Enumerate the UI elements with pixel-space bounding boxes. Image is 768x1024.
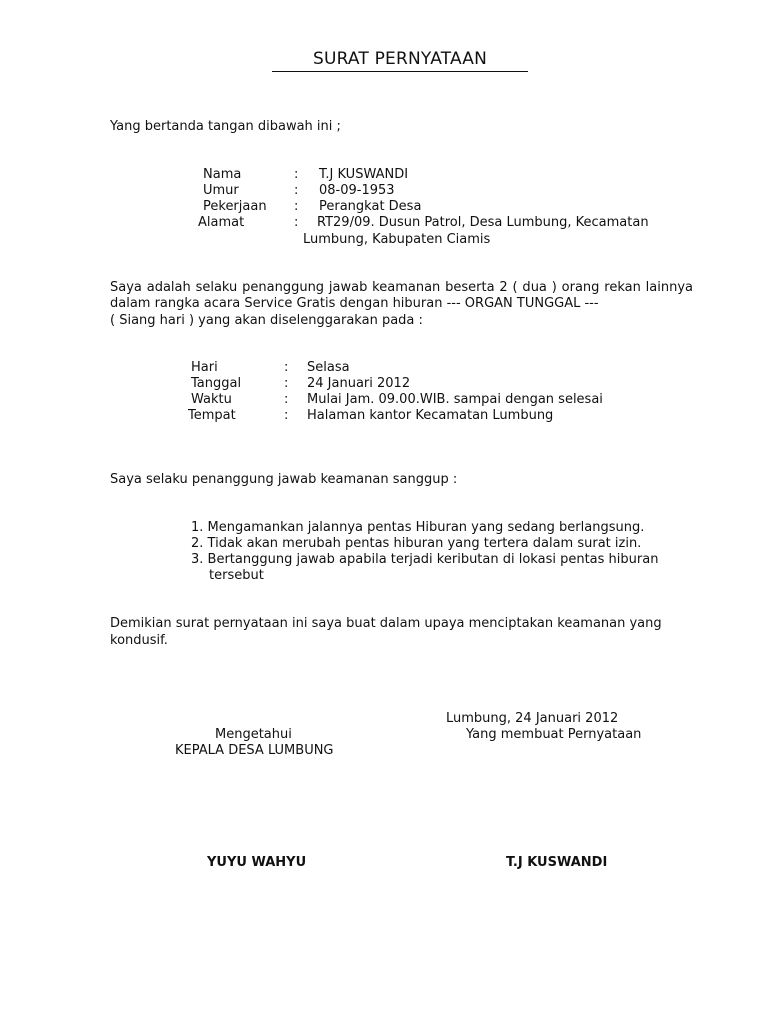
- event-label-hari: Hari: [191, 360, 218, 375]
- maker-label: Yang membuat Pernyataan: [466, 727, 642, 742]
- identity-label-nama: Nama: [203, 167, 242, 182]
- identity-value-umur: 08-09-1953: [319, 183, 395, 198]
- identity-value-nama: T.J KUSWANDI: [319, 167, 409, 182]
- event-colon-hari: :: [284, 360, 289, 375]
- event-label-waktu: Waktu: [191, 392, 232, 407]
- event-colon-tanggal: :: [284, 376, 289, 391]
- intro-text: Yang bertanda tangan dibawah ini ;: [110, 119, 341, 134]
- event-value-waktu: Mulai Jam. 09.00.WIB. sampai dengan selesai: [307, 392, 603, 407]
- event-label-tanggal: Tanggal: [191, 376, 242, 391]
- witness-title: KEPALA DESA LUMBUNG: [175, 743, 334, 758]
- statement-line2: dalam rangka acara Service Gratis dengan hiburan --- ORGAN TUNGGAL ---: [110, 296, 599, 311]
- event-value-tanggal: 24 Januari 2012: [307, 376, 411, 391]
- identity-colon-alamat: :: [294, 215, 299, 230]
- identity-colon-nama: :: [294, 167, 299, 182]
- identity-label-alamat: Alamat: [198, 215, 245, 230]
- maker-name: T.J KUSWANDI: [506, 855, 608, 870]
- witness-label: Mengetahui: [215, 727, 292, 742]
- witness-name: YUYU WAHYU: [207, 855, 307, 870]
- event-colon-waktu: :: [284, 392, 289, 407]
- event-value-tempat: Halaman kantor Kecamatan Lumbung: [307, 408, 554, 423]
- identity-label-umur: Umur: [203, 183, 239, 198]
- identity-colon-pekerjaan: :: [294, 199, 299, 214]
- identity-value-alamat-line1: RT29/09. Dusun Patrol, Desa Lumbung, Kecamatan: [317, 215, 649, 230]
- identity-label-pekerjaan: Pekerjaan: [203, 199, 267, 214]
- closing-line1: Demikian surat pernyataan ini saya buat dalam upaya menciptakan keamanan yang: [110, 616, 662, 631]
- statement-line1: Saya adalah selaku penanggung jawab keamanan beserta 2 ( dua ) orang rekan lainnya: [110, 280, 693, 295]
- identity-value-alamat-line2: Lumbung, Kabupaten Ciamis: [303, 232, 491, 247]
- identity-colon-umur: :: [294, 183, 299, 198]
- statement-line3: ( Siang hari ) yang akan diselenggarakan pada :: [110, 313, 423, 328]
- commitment-item-3-continuation: tersebut: [209, 568, 264, 583]
- place-date: Lumbung, 24 Januari 2012: [446, 711, 619, 726]
- event-colon-tempat: :: [284, 408, 289, 423]
- commitment-item-1: 1. Mengamankan jalannya pentas Hiburan yang sedang berlangsung.: [191, 520, 645, 535]
- commitment-item-3: 3. Bertanggung jawab apabila terjadi keributan di lokasi pentas hiburan: [191, 552, 659, 567]
- commitment-item-2: 2. Tidak akan merubah pentas hiburan yang tertera dalam surat izin.: [191, 536, 642, 551]
- closing-line2: kondusif.: [110, 633, 168, 648]
- document-title: SURAT PERNYATAAN: [272, 48, 528, 72]
- commitment-intro: Saya selaku penanggung jawab keamanan sanggup :: [110, 472, 458, 487]
- event-value-hari: Selasa: [307, 360, 350, 375]
- event-label-tempat: Tempat: [188, 408, 236, 423]
- identity-value-pekerjaan: Perangkat Desa: [319, 199, 422, 214]
